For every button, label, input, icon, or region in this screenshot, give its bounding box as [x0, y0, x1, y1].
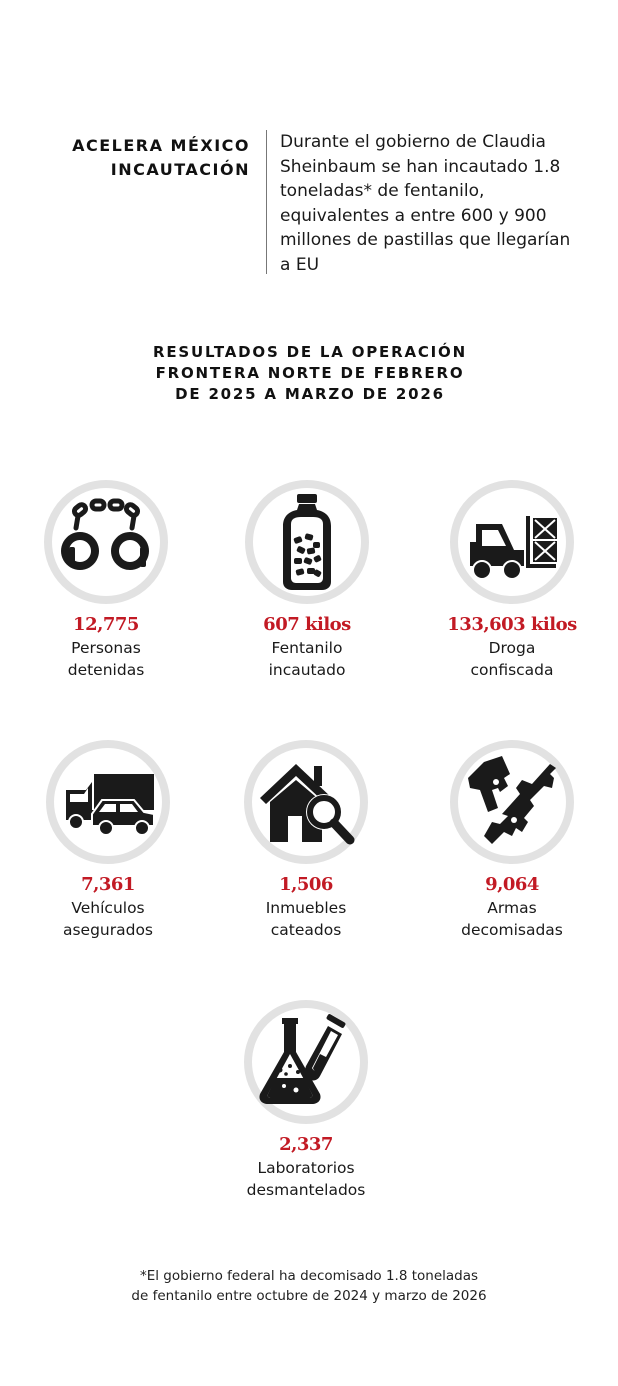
stat-value: 1,506 [279, 874, 333, 895]
stat-laboratorios-desmantelados [206, 1000, 406, 1201]
stat-value: 9,064 [485, 874, 539, 895]
stat-value: 2,337 [279, 1134, 333, 1155]
stat-armas-decomisadas [412, 740, 612, 941]
section-title [100, 342, 520, 405]
stat-label [206, 897, 406, 941]
footnote-line2: de fentanilo entre octubre de 2024 y marzo de 2026 [131, 1288, 487, 1304]
stat-label [6, 637, 206, 681]
icon-circle [245, 480, 369, 604]
stat-label-line1: Laboratorios [257, 1159, 355, 1177]
stat-label-line2: confiscada [470, 661, 554, 679]
header-title-line2: INCAUTACIÓN [110, 160, 250, 179]
stat-label-line2: cateados [270, 921, 342, 939]
stat-label-line1: Droga [488, 639, 536, 657]
weapons-icon [462, 752, 562, 852]
stat-label [412, 637, 612, 681]
stat-value: 607 kilos [263, 614, 351, 635]
stat-label-line2: desmantelados [246, 1181, 366, 1199]
stat-label-line1: Vehículos [71, 899, 145, 917]
stat-droga-confiscada [412, 480, 612, 681]
stat-label-line2: decomisadas [461, 921, 563, 939]
house-search-icon [256, 752, 356, 852]
icon-circle [46, 740, 170, 864]
pill-bottle-icon [257, 492, 357, 592]
forklift-icon [462, 492, 562, 592]
handcuffs-icon [56, 492, 156, 592]
stat-value: 12,775 [73, 614, 139, 635]
stat-label-line2: detenidas [67, 661, 145, 679]
icon-circle [44, 480, 168, 604]
icon-circle [244, 1000, 368, 1124]
icon-circle [450, 740, 574, 864]
stat-label-line2: incautado [268, 661, 346, 679]
stat-label [207, 637, 407, 681]
icon-circle [450, 480, 574, 604]
header-title [60, 134, 250, 182]
footnote-line1: *El gobierno federal ha decomisado 1.8 toneladas [139, 1268, 479, 1284]
section-title-line3: DE 2025 A MARZO DE 2026 [175, 385, 445, 403]
stat-label-line2: asegurados [62, 921, 154, 939]
stat-label-line1: Inmuebles [265, 899, 347, 917]
stat-label [412, 897, 612, 941]
stat-inmuebles-cateados [206, 740, 406, 941]
section-title-line1: RESULTADOS DE LA OPERACIÓN [153, 343, 467, 361]
stat-vehiculos-asegurados [8, 740, 208, 941]
section-title-line2: FRONTERA NORTE DE FEBRERO [155, 364, 465, 382]
stat-value: 7,361 [81, 874, 135, 895]
stat-value: 133,603 kilos [447, 614, 577, 635]
stat-label [206, 1157, 406, 1201]
header-description: Durante el gobierno de Claudia Sheinbaum se han incautado 1.8 toneladas* de fentanilo, equivalentes a entre 600 y 900 millones de pastillas que llegarían a EU [280, 132, 571, 275]
stat-fentanilo-incautado [207, 480, 407, 681]
header-title-line1: ACELERA MÉXICO [72, 136, 250, 155]
stat-label-line1: Armas [487, 899, 537, 917]
icon-circle [244, 740, 368, 864]
stat-label [8, 897, 208, 941]
stat-label-line1: Personas [71, 639, 141, 657]
stat-label-line1: Fentanilo [271, 639, 343, 657]
header-divider [266, 130, 267, 274]
footnote [80, 1266, 538, 1306]
lab-flask-icon [256, 1012, 356, 1112]
truck-car-icon [58, 752, 158, 852]
stat-personas-detenidas [6, 480, 206, 681]
